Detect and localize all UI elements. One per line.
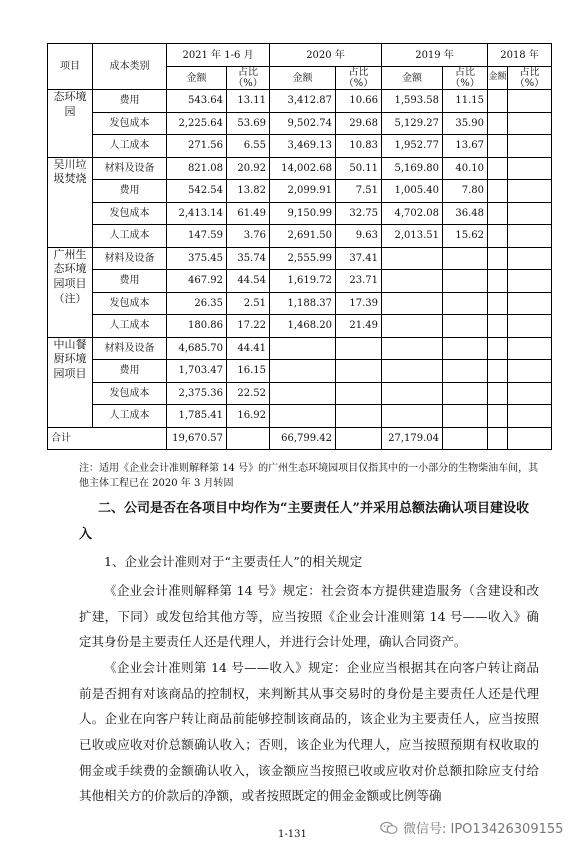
amount-cell xyxy=(488,292,508,315)
total-amount xyxy=(488,427,508,450)
ratio-cell: 32.75 xyxy=(336,202,382,225)
ratio-cell: 37.41 xyxy=(336,247,382,270)
amount-cell: 4,685.70 xyxy=(167,337,227,360)
amount-cell: 2,375.36 xyxy=(167,382,227,405)
ratio-cell xyxy=(336,337,382,360)
project-name: 中山餐厨环境园项目 xyxy=(48,337,93,427)
amount-cell: 375.45 xyxy=(167,247,227,270)
table-row xyxy=(48,90,552,113)
ratio-cell xyxy=(443,270,488,293)
cost-category: 发包成本 xyxy=(93,292,167,315)
ratio-cell xyxy=(443,247,488,270)
amount-cell xyxy=(488,90,508,113)
ratio-cell xyxy=(336,382,382,405)
amount-cell xyxy=(382,270,443,293)
amount-cell xyxy=(270,337,336,360)
paragraph-3: 《企业会计准则第 14 号——收入》规定：企业应当根据其在向客户转让商品前是否拥有对该商品的控制权，来判断其从事交易时的身份是主要责任人还是代理人。企业在向客户转让商品前能够控制该商品的，该企业为主要责任人，应当按照已收或应收对价总额确认收入；否则，该企业为代理人，应当按照预期有权收取的佣金或手续费的金额确认收入，该金额应当按照已收或应收对价总额扣除应支付给其他相关方的价款后的净额，或者按照既定的佣金金额或比例等确 xyxy=(79,660,539,804)
amount-cell: 3,412.87 xyxy=(270,90,336,113)
ratio-cell xyxy=(508,202,552,225)
amount-cell: 2,555.99 xyxy=(270,247,336,270)
total-ratio-empty xyxy=(227,427,270,450)
ratio-cell: 7.51 xyxy=(336,180,382,203)
amount-cell: 2,691.50 xyxy=(270,225,336,248)
table-row xyxy=(48,247,552,270)
amount-cell xyxy=(382,292,443,315)
ratio-cell: 3.76 xyxy=(227,225,270,248)
amount-cell xyxy=(488,180,508,203)
table-row xyxy=(48,202,552,225)
total-row xyxy=(48,427,552,450)
header-ratio: 占比（%） xyxy=(227,67,270,90)
ratio-cell: 44.41 xyxy=(227,337,270,360)
ratio-cell xyxy=(443,292,488,315)
amount-cell xyxy=(270,382,336,405)
ratio-cell: 9.63 xyxy=(336,225,382,248)
header-ratio: 占比（%） xyxy=(443,67,488,90)
amount-cell: 1,785.41 xyxy=(167,405,227,428)
ratio-cell: 7.80 xyxy=(443,180,488,203)
ratio-cell: 17.22 xyxy=(227,315,270,338)
amount-cell xyxy=(488,135,508,158)
ratio-cell xyxy=(443,315,488,338)
amount-cell: 9,150.99 xyxy=(270,202,336,225)
ratio-cell: 53.69 xyxy=(227,112,270,135)
header-2019: 2019 年 xyxy=(382,44,488,67)
ratio-cell xyxy=(508,292,552,315)
paragraph-1: 1、企业会计准则对于“主要责任人”的相关规定 xyxy=(104,554,363,569)
cost-category: 费用 xyxy=(93,270,167,293)
table-row xyxy=(48,382,552,405)
ratio-cell xyxy=(508,315,552,338)
amount-cell: 14,002.68 xyxy=(270,157,336,180)
project-name: 广州生态环境园项目（注） xyxy=(48,247,93,337)
total-amount: 19,670.57 xyxy=(167,427,227,450)
header-project: 项目 xyxy=(48,44,93,90)
amount-cell: 1,468.20 xyxy=(270,315,336,338)
header-ratio: 占比（%） xyxy=(336,67,382,90)
table-row xyxy=(48,225,552,248)
table-note: 注：适用《企业会计准则解释第 14 号》的广州生态环境园项目仅指其中的一小部分的生物柴油车间，其他主体工程已在 2020 年 3 月转固 xyxy=(79,463,539,489)
total-ratio-empty xyxy=(508,427,552,450)
amount-cell xyxy=(382,315,443,338)
project-name: 吴川垃圾焚烧 xyxy=(48,157,93,247)
amount-cell: 26.35 xyxy=(167,292,227,315)
ratio-cell: 13.11 xyxy=(227,90,270,113)
amount-cell xyxy=(488,360,508,383)
header-ratio: 占比（%） xyxy=(508,67,552,90)
cost-category: 材料及设备 xyxy=(93,247,167,270)
amount-cell: 3,469.13 xyxy=(270,135,336,158)
table-row xyxy=(48,337,552,360)
table-row xyxy=(48,270,552,293)
section-heading: 二、公司是否在各项目中均作为“主要责任人”并采用总额法确认项目建设收入 xyxy=(79,501,529,542)
table-row xyxy=(48,292,552,315)
ratio-cell: 11.15 xyxy=(443,90,488,113)
header-amount: 金额 xyxy=(488,67,508,90)
cost-category: 费用 xyxy=(93,180,167,203)
amount-cell: 147.59 xyxy=(167,225,227,248)
cost-category: 发包成本 xyxy=(93,112,167,135)
ratio-cell xyxy=(508,157,552,180)
cost-table xyxy=(47,43,552,450)
total-label: 合计 xyxy=(48,427,167,450)
amount-cell: 2,013.51 xyxy=(382,225,443,248)
table-row xyxy=(48,157,552,180)
amount-cell xyxy=(488,382,508,405)
cost-category: 发包成本 xyxy=(93,202,167,225)
ratio-cell: 36.48 xyxy=(443,202,488,225)
cost-category: 费用 xyxy=(93,360,167,383)
table-body xyxy=(48,90,552,450)
total-ratio-empty xyxy=(443,427,488,450)
table-row xyxy=(48,405,552,428)
ratio-cell: 21.49 xyxy=(336,315,382,338)
table-row xyxy=(48,180,552,203)
amount-cell: 180.86 xyxy=(167,315,227,338)
ratio-cell xyxy=(443,360,488,383)
table-row xyxy=(48,315,552,338)
table-row xyxy=(48,135,552,158)
amount-cell: 2,225.64 xyxy=(167,112,227,135)
header-amount: 金额 xyxy=(167,67,227,90)
header-category: 成本类别 xyxy=(93,44,167,90)
amount-cell: 467.92 xyxy=(167,270,227,293)
amount-cell xyxy=(488,405,508,428)
ratio-cell xyxy=(443,382,488,405)
wechat-icon xyxy=(380,821,398,835)
amount-cell: 4,702.08 xyxy=(382,202,443,225)
ratio-cell: 50.11 xyxy=(336,157,382,180)
cost-category: 人工成本 xyxy=(93,135,167,158)
ratio-cell: 44.54 xyxy=(227,270,270,293)
amount-cell xyxy=(382,382,443,405)
amount-cell: 1,619.72 xyxy=(270,270,336,293)
total-ratio-empty xyxy=(336,427,382,450)
project-name: 态环境园 xyxy=(48,90,93,158)
ratio-cell: 16.15 xyxy=(227,360,270,383)
ratio-cell: 40.10 xyxy=(443,157,488,180)
amount-cell xyxy=(488,225,508,248)
amount-cell xyxy=(488,202,508,225)
ratio-cell xyxy=(443,337,488,360)
amount-cell: 821.08 xyxy=(167,157,227,180)
ratio-cell xyxy=(508,382,552,405)
ratio-cell xyxy=(508,405,552,428)
ratio-cell: 16.92 xyxy=(227,405,270,428)
amount-cell xyxy=(382,405,443,428)
header-2018: 2018 年 xyxy=(488,44,552,67)
header-amount: 金额 xyxy=(382,67,443,90)
ratio-cell: 17.39 xyxy=(336,292,382,315)
ratio-cell: 23.71 xyxy=(336,270,382,293)
cost-category: 人工成本 xyxy=(93,315,167,338)
ratio-cell: 20.92 xyxy=(227,157,270,180)
cost-category: 发包成本 xyxy=(93,382,167,405)
amount-cell xyxy=(270,360,336,383)
amount-cell xyxy=(488,112,508,135)
ratio-cell xyxy=(336,360,382,383)
ratio-cell: 61.49 xyxy=(227,202,270,225)
amount-cell: 2,413.14 xyxy=(167,202,227,225)
ratio-cell: 35.74 xyxy=(227,247,270,270)
ratio-cell: 10.83 xyxy=(336,135,382,158)
total-amount: 27,179.04 xyxy=(382,427,443,450)
amount-cell xyxy=(488,157,508,180)
amount-cell: 271.56 xyxy=(167,135,227,158)
ratio-cell: 15.62 xyxy=(443,225,488,248)
amount-cell xyxy=(488,315,508,338)
table-row xyxy=(48,112,552,135)
ratio-cell: 10.66 xyxy=(336,90,382,113)
watermark xyxy=(380,818,563,837)
header-2020: 2020 年 xyxy=(270,44,382,67)
amount-cell: 1,593.58 xyxy=(382,90,443,113)
ratio-cell: 13.82 xyxy=(227,180,270,203)
amount-cell: 9,502.74 xyxy=(270,112,336,135)
amount-cell: 1,952.77 xyxy=(382,135,443,158)
ratio-cell: 2.51 xyxy=(227,292,270,315)
cost-category: 费用 xyxy=(93,90,167,113)
ratio-cell xyxy=(508,112,552,135)
header-amount: 金额 xyxy=(270,67,336,90)
amount-cell xyxy=(382,247,443,270)
ratio-cell: 13.67 xyxy=(443,135,488,158)
page-number: 1-131 xyxy=(278,829,307,840)
amount-cell: 2,099.91 xyxy=(270,180,336,203)
ratio-cell: 6.55 xyxy=(227,135,270,158)
amount-cell: 1,188.37 xyxy=(270,292,336,315)
paragraph-2: 《企业会计准则解释第 14 号》规定：社会资本方提供建造服务（含建设和改扩建，下同）或发包给其他方等，应当按照《企业会计准则第 14 号——收入》确定其身份是主要责任人还是代理人，并进行会计处理，确认合同资产。 xyxy=(79,583,539,650)
amount-cell: 5,129.27 xyxy=(382,112,443,135)
ratio-cell xyxy=(508,90,552,113)
amount-cell xyxy=(382,337,443,360)
amount-cell: 5,169.80 xyxy=(382,157,443,180)
ratio-cell: 35.90 xyxy=(443,112,488,135)
ratio-cell xyxy=(508,180,552,203)
amount-cell: 542.54 xyxy=(167,180,227,203)
total-amount: 66,799.42 xyxy=(270,427,336,450)
ratio-cell xyxy=(508,225,552,248)
ratio-cell xyxy=(508,360,552,383)
cost-category: 材料及设备 xyxy=(93,337,167,360)
cost-category: 材料及设备 xyxy=(93,157,167,180)
ratio-cell xyxy=(508,135,552,158)
ratio-cell xyxy=(336,405,382,428)
ratio-cell xyxy=(508,270,552,293)
amount-cell xyxy=(270,405,336,428)
amount-cell: 1,005.40 xyxy=(382,180,443,203)
cost-category: 人工成本 xyxy=(93,405,167,428)
amount-cell: 543.64 xyxy=(167,90,227,113)
cost-category: 人工成本 xyxy=(93,225,167,248)
amount-cell xyxy=(382,360,443,383)
ratio-cell: 22.52 xyxy=(227,382,270,405)
watermark-text: 微信号: IPO13426309155 xyxy=(403,822,564,837)
ratio-cell: 29.68 xyxy=(336,112,382,135)
ratio-cell xyxy=(508,247,552,270)
amount-cell xyxy=(488,337,508,360)
amount-cell xyxy=(488,247,508,270)
header-2021: 2021 年 1-6 月 xyxy=(167,44,270,67)
amount-cell: 1,703.47 xyxy=(167,360,227,383)
table-row xyxy=(48,360,552,383)
amount-cell xyxy=(488,270,508,293)
ratio-cell xyxy=(443,405,488,428)
ratio-cell xyxy=(508,337,552,360)
